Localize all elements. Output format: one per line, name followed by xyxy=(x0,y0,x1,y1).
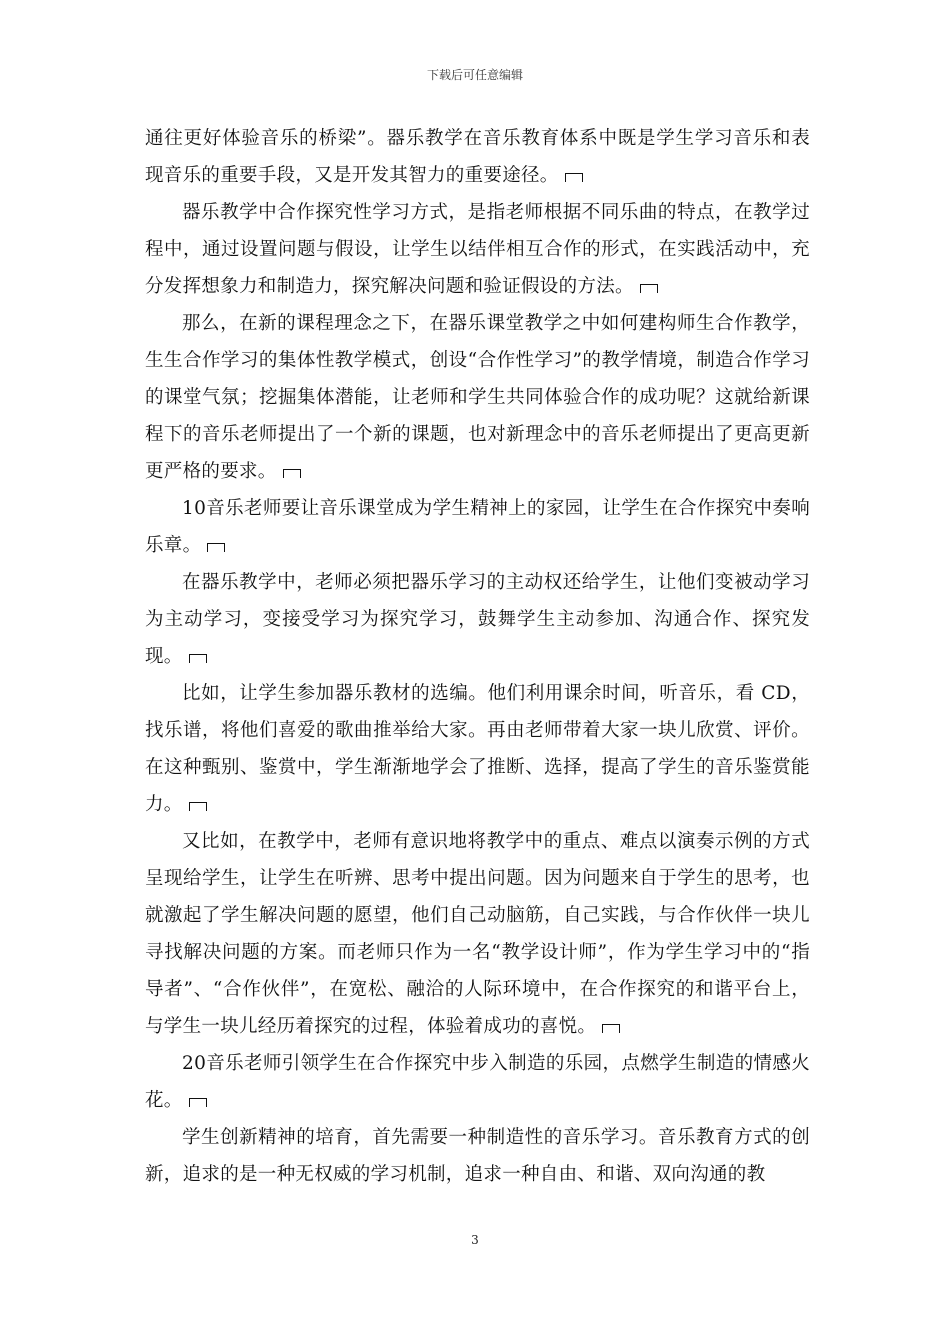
paragraph-mark-icon xyxy=(207,543,225,552)
paragraph xyxy=(145,194,810,305)
paragraph-mark-icon xyxy=(189,802,207,811)
paragraph-text: 器乐教学中合作探究性学习方式，是指老师根据不同乐曲的特点，在教学过程中，通过设置问题与假设，让学生以结伴相互合作的形式，在实践活动中，充分发挥想象力和制造力，探究解决问题和验证假设的方法。 xyxy=(145,202,810,297)
paragraph-text: 那么，在新的课程理念之下，在器乐课堂教学之中如何建构师生合作教学，生生合作学习的集体性教学模式，创设“合作性学习”的教学情境，制造合作学习的课堂气氛；挖掘集体潜能，让老师和学生共同体验合作的成功呢？这就给新课程下的音乐老师提出了一个新的课题，也对新理念中的音乐老师提出了更高更新更严格的要求。 xyxy=(145,313,810,482)
paragraph-mark-icon xyxy=(565,173,583,182)
paragraph-text: 20音乐老师引领学生在合作探究中步入制造的乐园，点燃学生制造的情感火花。 xyxy=(145,1053,810,1111)
paragraph xyxy=(145,675,810,823)
paragraph-text: 学生创新精神的培育，首先需要一种制造性的音乐学习。音乐教育方式的创新，追求的是一种无权威的学习机制，追求一种自由、和谐、双向沟通的教 xyxy=(145,1127,810,1185)
paragraph-text: 在器乐教学中，老师必须把器乐学习的主动权还给学生，让他们变被动学习为主动学习，变接受学习为探究学习，鼓舞学生主动参加、沟通合作、探究发现。 xyxy=(145,572,810,667)
paragraph xyxy=(145,1119,810,1193)
paragraph xyxy=(145,120,810,194)
paragraph-mark-icon xyxy=(602,1024,620,1033)
paragraph xyxy=(145,490,810,564)
paragraph-text: 又比如，在教学中，老师有意识地将教学中的重点、难点以演奏示例的方式呈现给学生，让学生在听辨、思考中提出问题。因为问题来自于学生的思考，也就激起了学生解决问题的愿望，他们自己动脑筋，自己实践，与合作伙伴一块儿寻找解决问题的方案。而老师只作为一名“教学设计师”，作为学生学习中的“指导者”、“合作伙伴”，在宽松、融洽的人际环境中，在合作探究的和谐平台上，与学生一块儿经历着探究的过程，体验着成功的喜悦。 xyxy=(145,831,810,1037)
paragraph xyxy=(145,1045,810,1119)
paragraph-text: 通往更好体验音乐的桥梁”。器乐教学在音乐教育体系中既是学生学习音乐和表现音乐的重要手段，又是开发其智力的重要途径。 xyxy=(145,128,810,186)
paragraph-mark-icon xyxy=(189,654,207,663)
paragraph xyxy=(145,305,810,490)
paragraph xyxy=(145,823,810,1045)
document-body xyxy=(145,120,810,1193)
paragraph xyxy=(145,564,810,675)
paragraph-mark-icon xyxy=(283,469,301,478)
paragraph-mark-icon xyxy=(189,1098,207,1107)
paragraph-text: 比如，让学生参加器乐教材的选编。他们利用课余时间，听音乐，看 CD，找乐谱，将他们喜爱的歌曲推举给大家。再由老师带着大家一块儿欣赏、评价。在这种甄别、鉴赏中，学生渐渐地学会了推断、选择，提高了学生的音乐鉴赏能力。 xyxy=(145,683,810,815)
paragraph-text: 10音乐老师要让音乐课堂成为学生精神上的家园，让学生在合作探究中奏响乐章。 xyxy=(145,498,810,556)
page-number: 3 xyxy=(471,1233,479,1247)
paragraph-mark-icon xyxy=(640,284,658,293)
page-header: 下载后可任意编辑 xyxy=(426,68,523,82)
